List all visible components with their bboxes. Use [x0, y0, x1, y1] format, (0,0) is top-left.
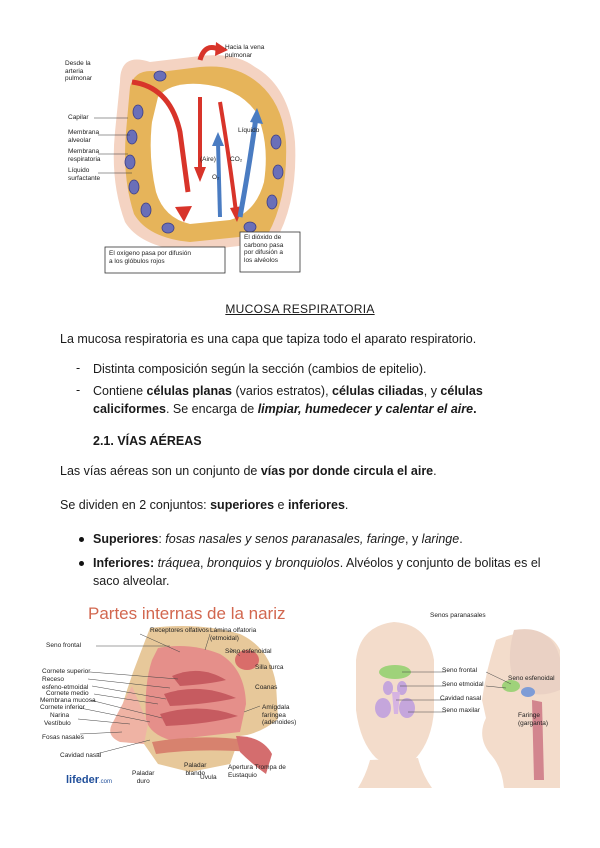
label-co2: CO₂ [230, 156, 243, 163]
label-co2-note: El dióxido de carbono pasa por difusión a los alvéolos [244, 234, 284, 264]
sinus-label-faringe: Faringe (garganta) [518, 712, 548, 727]
dash-item-1: Distinta composición según la sección (cambios de epitelio). [93, 362, 427, 376]
bullet-inferiores: Inferiores: tráquea, bronquios y bronquiolos. Alvéolos y conjunto de bolitas es el saco alveolar. [93, 556, 541, 588]
intro-paragraph: La mucosa respiratoria es una capa que tapiza todo el aparato respiratorio. [60, 332, 477, 346]
nose-label-receso: Receso esfeno-etmoidal [42, 676, 89, 691]
dash-marker-2: - [76, 383, 81, 397]
paragraph-conjuntos: Se dividen en 2 conjuntos: superiores e inferiores. [60, 498, 349, 512]
alveolus-diagram [60, 42, 310, 274]
nose-label-seno-esfenoidal: Seno esfenoidal [225, 648, 272, 655]
label-oxygen-note: El oxígeno pasa por difusión a los glóbulos rojos [109, 250, 192, 265]
nose-label-cornete-inf: Cornete inferior [40, 704, 85, 711]
sinus-label-cavidad: Cavidad nasal [440, 695, 482, 702]
subheading-vias-aereas: 2.1. VÍAS AÉREAS [93, 434, 202, 448]
nose-label-cornete-sup: Cornete superior [42, 668, 91, 675]
label-alveolar-membrane: Membrana alveolar [68, 129, 100, 144]
dash-item-2: Contiene células planas (varios estratos), células ciliadas, y células caliciformes. Se encarga de limpiar, humedecer y calentar el aire. [93, 384, 483, 416]
paragraph-vias-aereas: Las vías aéreas son un conjunto de vías por donde circula el aire. [60, 464, 437, 478]
section-title: MUCOSA RESPIRATORIA [225, 302, 375, 316]
sinuses-diagram [336, 610, 560, 788]
nose-label-lamina: Lámina olfatoria (etmoidal) [210, 627, 257, 642]
nose-label-trompa: Apertura Trompa de Eustaquio [228, 764, 286, 779]
sinus-label-etmoidal: Seno etmoidal [442, 681, 484, 688]
bullet-superiores: Superiores: fosas nasales y senos paranasales, faringe, y laringe. [93, 532, 463, 546]
bullet-dot-1 [79, 537, 84, 542]
nose-diagram-title: Partes internas de la nariz [88, 604, 286, 623]
nose-label-seno-frontal: Seno frontal [46, 642, 82, 649]
nose-label-fosas: Fosas nasales [42, 734, 84, 741]
label-from-artery: Desde la arteria pulmonar [65, 60, 93, 82]
sinus-label-esfenoidal: Seno esfenoidal [508, 675, 555, 682]
sinus-label-frontal: Seno frontal [442, 667, 478, 674]
label-to-vein: Hacia la vena pulmonar [225, 44, 265, 59]
sinus-label-maxilar: Seno maxilar [442, 707, 480, 714]
nose-label-coanas: Coanas [255, 684, 278, 691]
label-surfactant: Líquido surfactante [68, 167, 101, 182]
nose-label-membrana: Membrana mucosa [40, 697, 96, 704]
nose-label-paladar-duro: Paladar duro [132, 770, 155, 785]
label-capillary: Capilar [68, 114, 89, 121]
label-respiratory-membrane: Membrana respiratoria [68, 148, 101, 163]
nose-label-paladar-blando: Paladar blando [184, 762, 207, 777]
nose-label-receptores: Receptores olfativos [150, 627, 209, 634]
nose-label-silla-turca: Silla turca [255, 664, 284, 671]
nose-label-narina: Narina [50, 712, 70, 719]
nose-label-cornete-medio: Cornete medio [46, 690, 89, 697]
label-o2: O₂ [212, 174, 220, 181]
lifeder-logo: lifeder.com [66, 774, 113, 786]
label-air: (Aire) [200, 156, 216, 163]
dash-marker-1: - [76, 361, 81, 375]
nose-label-amigdala: Amígdala faríngea (adenoides) [262, 704, 297, 726]
sinus-title: Senos paranasales [430, 612, 486, 619]
nose-label-vestibulo: Vestíbulo [44, 720, 71, 727]
label-liquid: Líquido [238, 127, 260, 134]
nose-label-cavidad-nasal: Cavidad nasal [60, 752, 102, 759]
nose-diagram [40, 624, 302, 788]
nose-label-uvula: Úvula [200, 774, 217, 781]
bullet-dot-2 [79, 561, 84, 566]
